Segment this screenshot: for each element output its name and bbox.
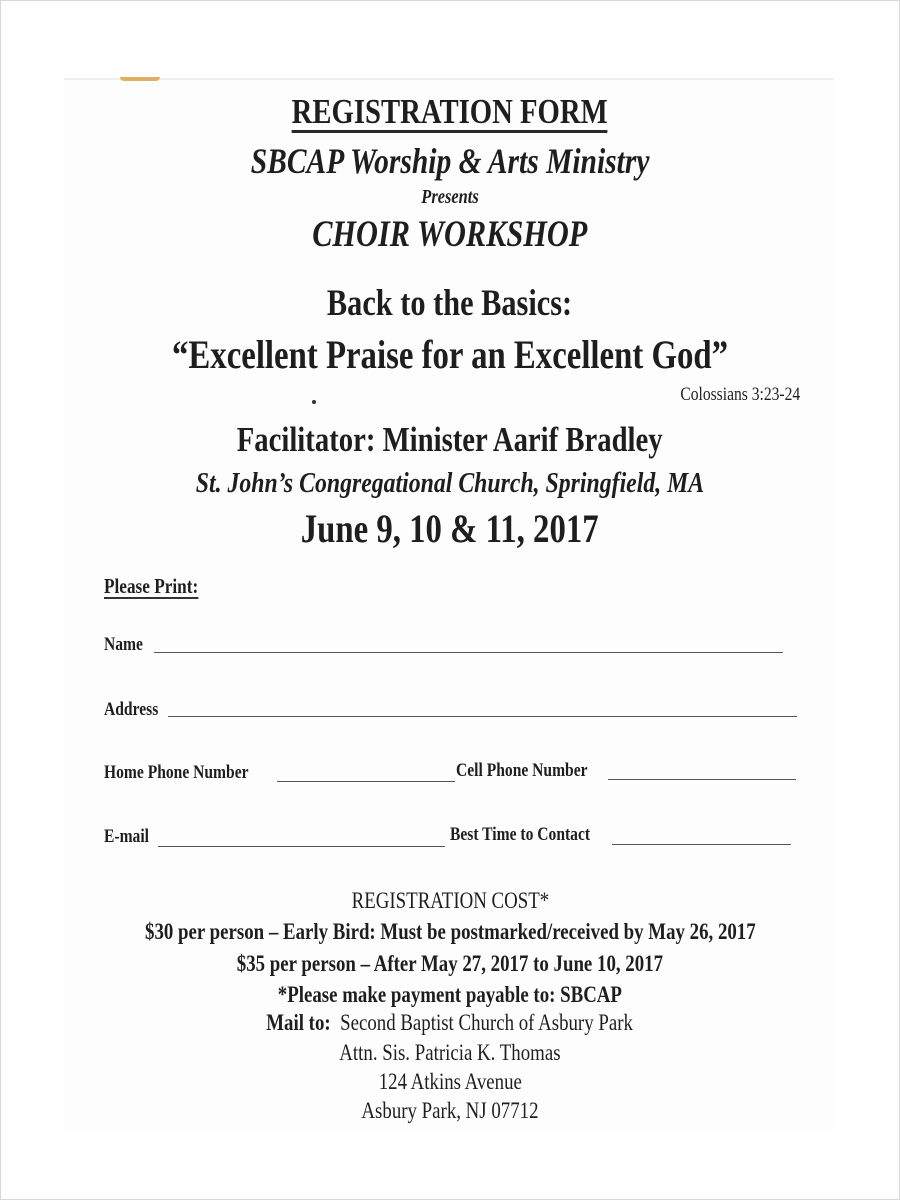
event-name xyxy=(0,213,900,256)
facilitator-text: Facilitator: Minister Aarif Bradley xyxy=(237,420,663,459)
name-label xyxy=(104,634,151,656)
mail-city-text: Asbury Park, NJ 07712 xyxy=(361,1098,539,1123)
dates-text: June 9, 10 & 11, 2017 xyxy=(301,506,599,551)
payment-note xyxy=(0,982,900,1008)
home-phone-label-text: Home Phone Number xyxy=(104,762,249,783)
scripture-reference xyxy=(654,384,800,406)
scan-speck xyxy=(312,400,316,404)
payment-note-text: *Please make payment payable to: SBCAP xyxy=(277,982,623,1007)
address-label xyxy=(104,699,170,721)
event-location xyxy=(0,467,900,500)
home-phone-field[interactable] xyxy=(277,781,455,782)
early-bird-text: $30 per person – Early Bird: Must be postmarked/received by May 26, 2017 xyxy=(144,919,756,944)
address-label-text: Address xyxy=(104,699,159,720)
email-field[interactable] xyxy=(158,846,445,847)
organization-text: SBCAP Worship & Arts Ministry xyxy=(250,141,650,181)
organization-name xyxy=(0,140,900,182)
mail-recipient: Second Baptist Church of Asbury Park xyxy=(340,1010,634,1035)
best-time-label xyxy=(450,824,621,846)
cost-heading-text: REGISTRATION COST* xyxy=(351,888,549,913)
regular-price-text: $35 per person – After May 27, 2017 to June 10, 2017 xyxy=(236,951,664,976)
cell-phone-label-text: Cell Phone Number xyxy=(456,760,588,781)
location-text: St. John’s Congregational Church, Springfield, MA xyxy=(195,467,705,499)
best-time-label-text: Best Time to Contact xyxy=(450,824,591,845)
mail-to-label: Mail to: xyxy=(266,1010,332,1035)
theme-quote xyxy=(0,331,900,378)
address-field[interactable] xyxy=(168,716,797,717)
regular-price xyxy=(0,951,900,977)
event-text: CHOIR WORKSHOP xyxy=(312,214,588,255)
theme-quote-text: “Excellent Praise for an Excellent God” xyxy=(171,332,728,377)
registration-cost-heading xyxy=(0,888,900,914)
mail-street-text: 124 Atkins Avenue xyxy=(378,1069,522,1094)
theme-heading xyxy=(0,282,900,325)
name-field[interactable] xyxy=(154,652,783,653)
mail-attention-text: Attn. Sis. Patricia K. Thomas xyxy=(339,1040,561,1065)
early-bird-price xyxy=(0,919,900,945)
event-dates xyxy=(0,505,900,552)
name-label-text: Name xyxy=(104,634,143,655)
mail-to-line xyxy=(0,1010,900,1036)
mail-city xyxy=(0,1098,900,1124)
best-time-field[interactable] xyxy=(612,844,791,845)
cell-phone-label xyxy=(456,760,616,782)
mail-street xyxy=(0,1069,900,1095)
form-title-text: REGISTRATION FORM xyxy=(291,92,608,131)
facilitator xyxy=(0,420,900,460)
home-phone-label xyxy=(104,762,280,784)
scripture-text: Colossians 3:23-24 xyxy=(680,384,800,405)
form-title xyxy=(0,92,900,133)
cell-phone-field[interactable] xyxy=(608,779,796,780)
scan-mark xyxy=(120,77,160,81)
mail-attention xyxy=(0,1040,900,1066)
email-label-text: E-mail xyxy=(104,826,150,847)
presents-label xyxy=(0,186,900,209)
print-instruction-text: Please Print: xyxy=(104,574,199,598)
presents-text: Presents xyxy=(421,186,479,208)
theme-heading-text: Back to the Basics: xyxy=(327,283,573,324)
email-label xyxy=(104,826,159,848)
print-instruction xyxy=(104,574,219,599)
